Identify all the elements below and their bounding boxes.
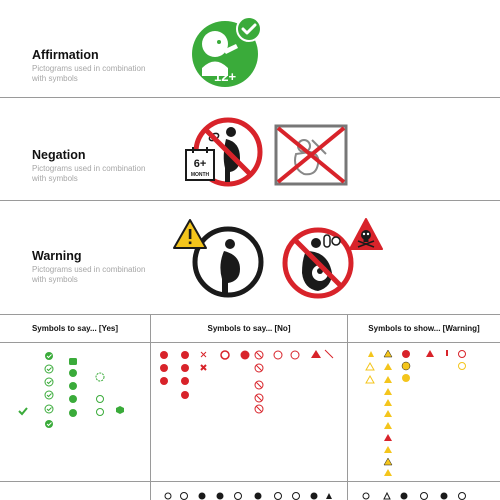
calendar-number: 6+ [193,158,207,170]
baby-carrier-icon [274,124,348,186]
age-badge-text: 12+ [214,69,237,84]
affirmation-pictogram [190,18,268,88]
section-description: Pictograms used in combination with symbols [32,265,146,284]
pill-icon [324,235,330,247]
table-header [0,315,500,343]
partial-symbol-row [0,482,500,500]
section-label [32,48,152,84]
cell-no-symbols [151,343,347,481]
checkmark-icon [236,16,262,42]
warning-pictogram-svg [172,217,268,299]
header-warning: Symbols to show... [Warning] [368,324,480,333]
warning-pictogram-pregnancy [172,217,268,299]
section-description: Pictograms used in combination with symbols [32,164,146,183]
warning-triangle-icon [366,350,466,476]
symbol-table [0,315,500,500]
header-yes: Symbols to say... [Yes] [31,324,119,333]
section-title: Negation [32,148,86,162]
section-affirmation [0,0,500,98]
section-title: Warning [32,249,82,263]
calendar-unit: MONTH [190,172,210,178]
section-label [32,148,152,184]
section-warning [0,201,500,315]
section-label [32,249,152,285]
negation-pictogram-carrier [274,124,348,186]
header-no: Symbols to say... [No] [207,324,291,333]
cell-warning-symbols [348,343,500,481]
yes-symbols-svg [0,343,150,481]
calendar-icon [184,146,216,182]
section-description: Pictograms used in combination with symbols [32,64,146,83]
warning-medication-svg [278,213,386,301]
section-title: Affirmation [32,48,99,62]
partial-row-svg [0,482,500,500]
no-symbols-svg [151,343,347,481]
warning-pictogram-medication [278,213,386,301]
cell-yes-symbols [0,343,150,481]
negation-pictogram-pregnancy [182,116,268,188]
prohibition-icon [160,350,333,413]
section-negation [0,98,500,201]
warning-symbols-svg [348,343,500,481]
checkmark-icon [19,352,124,428]
